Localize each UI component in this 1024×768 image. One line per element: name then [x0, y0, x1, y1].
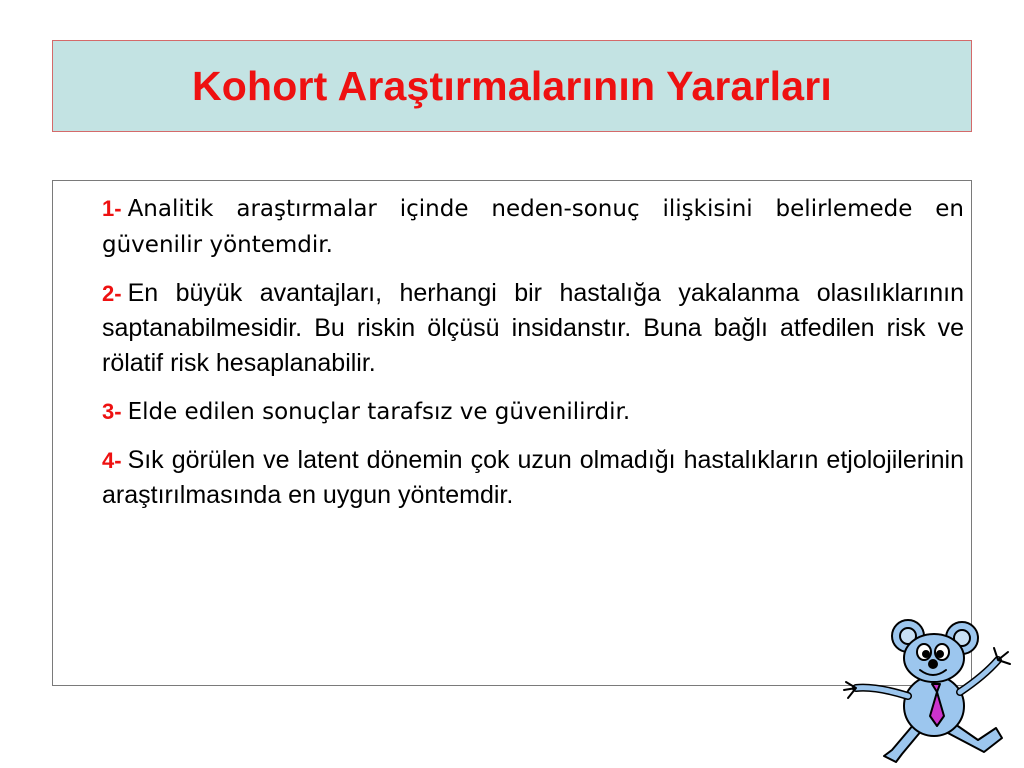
list-item-3 — [102, 394, 964, 430]
list-item-4 — [102, 443, 964, 513]
item-text: Analitik araştırmalar içinde neden-sonuç ilişkisini belirlemede en güvenilir yöntemdir. — [102, 196, 964, 258]
title-banner — [52, 40, 972, 132]
item-number: 1- — [102, 196, 122, 221]
item-number: 2- — [102, 281, 122, 306]
list-item-1 — [102, 191, 964, 263]
item-number: 3- — [102, 399, 122, 424]
cartoon-mouse-icon — [836, 616, 1016, 766]
benefit-list — [102, 191, 964, 526]
content-panel — [52, 180, 972, 686]
item-text: En büyük avantajları, herhangi bir hastalığa yakalanma olasılıklarının saptanabilmesidir. Bu riskin ölçüsü insidanstır. Buna bağlı atfedilen risk ve rölatif risk hesaplanabilir. — [102, 279, 964, 377]
item-text: Elde edilen sonuçlar tarafsız ve güvenilirdir. — [127, 399, 631, 425]
list-item-2 — [102, 276, 964, 381]
item-text: Sık görülen ve latent dönemin çok uzun olmadığı hastalıkların etjolojilerinin araştırılmasında en uygun yöntemdir. — [102, 446, 964, 509]
slide-title: Kohort Araştırmalarının Yararları — [191, 62, 833, 109]
item-number: 4- — [102, 448, 122, 473]
